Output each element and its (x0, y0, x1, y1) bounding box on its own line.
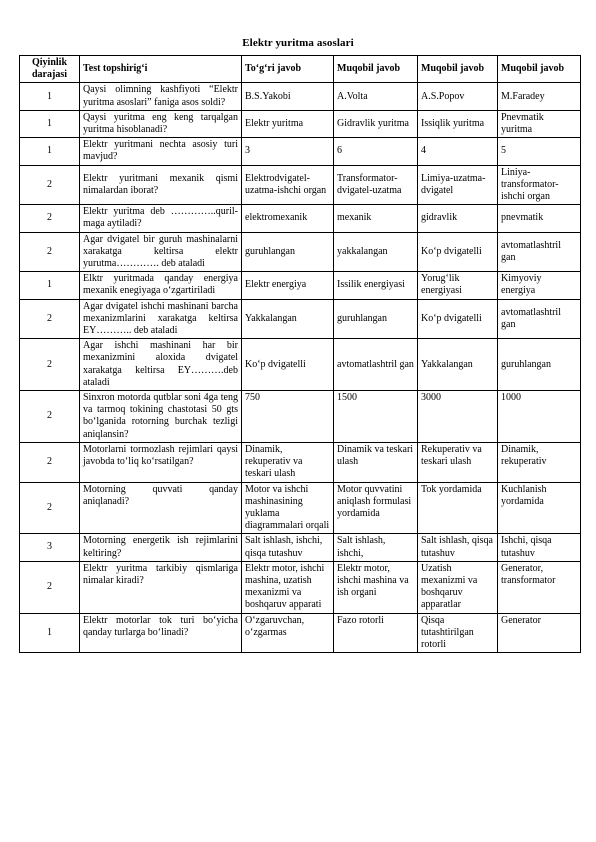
table-row (20, 339, 581, 391)
table-row (20, 232, 581, 272)
alternative-answer-cell: guruhlangan (334, 299, 418, 339)
difficulty-level-cell: 2 (20, 391, 80, 443)
alternative-answer-cell: M.Faradey (498, 83, 581, 110)
correct-answer-cell: Elektr energiya (242, 272, 334, 299)
task-cell: Sinxron motorda qutblar soni 4ga teng va tarmoq tokining chastotasi 50 gts bo‘lganida rotorning burchak tezligi aniqlansin? (80, 391, 242, 443)
table-row (20, 165, 581, 205)
header-correct-answer: To‘g‘ri javob (242, 56, 334, 83)
alternative-answer-cell: avtomatlashtril gan (498, 299, 581, 339)
alternative-answer-cell: Uzatish mexanizmi va boshqaruv apparatlar (418, 561, 498, 613)
alternative-answer-cell: avtomatlashtril gan (498, 232, 581, 272)
alternative-answer-cell: yakkalangan (334, 232, 418, 272)
correct-answer-cell: O‘zgaruvchan, o‘zgarmas (242, 613, 334, 653)
table-row (20, 110, 581, 137)
alternative-answer-cell: Limiya-uzatma-dvigatel (418, 165, 498, 205)
alternative-answer-cell: Yorug‘lik energiyasi (418, 272, 498, 299)
difficulty-level-cell: 1 (20, 272, 80, 299)
alternative-answer-cell: 4 (418, 138, 498, 165)
difficulty-level-cell: 2 (20, 205, 80, 232)
table-row (20, 272, 581, 299)
alternative-answer-cell: Rekuperativ va teskari ulash (418, 442, 498, 482)
alternative-answer-cell: Issiqlik yuritma (418, 110, 498, 137)
alternative-answer-cell: Liniya-transformator-ishchi organ (498, 165, 581, 205)
correct-answer-cell: Elektr motor, ishchi mashina, uzatish mexanizmi va boshqaruv apparati (242, 561, 334, 613)
alternative-answer-cell: guruhlangan (498, 339, 581, 391)
task-cell: Motorning energetik ish rejimlarini keltiring? (80, 534, 242, 561)
table-body (20, 83, 581, 653)
correct-answer-cell: Elektr yuritma (242, 110, 334, 137)
alternative-answer-cell: Kuchlanish yordamida (498, 482, 581, 534)
alternative-answer-cell: Tok yordamida (418, 482, 498, 534)
correct-answer-cell: 750 (242, 391, 334, 443)
task-cell: Qaysi yuritma eng keng tarqalgan yuritma hisoblanadi? (80, 110, 242, 137)
correct-answer-cell: guruhlangan (242, 232, 334, 272)
header-difficulty-level: Qiyinlik darajasi (20, 56, 80, 83)
alternative-answer-cell: Ko‘p dvigatelli (418, 232, 498, 272)
alternative-answer-cell: pnevmatik (498, 205, 581, 232)
alternative-answer-cell: gidravlik (418, 205, 498, 232)
difficulty-level-cell: 2 (20, 165, 80, 205)
task-cell: Elektr motorlar tok turi bo‘yicha qanday turlarga bo‘linadi? (80, 613, 242, 653)
alternative-answer-cell: mexanik (334, 205, 418, 232)
alternative-answer-cell: Transformator-dvigatel-uzatma (334, 165, 418, 205)
task-cell: Elektr yuritma tarkibiy qismlariga nimalar kiradi? (80, 561, 242, 613)
header-alternative-answer-1: Muqobil javob (334, 56, 418, 83)
difficulty-level-cell: 1 (20, 138, 80, 165)
task-cell: Qaysi olimning kashfiyoti “Elektr yuritma asoslari” faniga asos soldi? (80, 83, 242, 110)
difficulty-level-cell: 1 (20, 613, 80, 653)
alternative-answer-cell: Elektr motor, ishchi mashina va ish organi (334, 561, 418, 613)
alternative-answer-cell: Gidravlik yuritma (334, 110, 418, 137)
alternative-answer-cell: 6 (334, 138, 418, 165)
alternative-answer-cell: Kimyoviy energiya (498, 272, 581, 299)
header-alternative-answer-2: Muqobil javob (418, 56, 498, 83)
table-row (20, 561, 581, 613)
header-alternative-answer-3: Muqobil javob (498, 56, 581, 83)
table-row (20, 482, 581, 534)
task-cell: Elektr yuritmani mexanik qismi nimalardan iborat? (80, 165, 242, 205)
alternative-answer-cell: A.S.Popov (418, 83, 498, 110)
difficulty-level-cell: 2 (20, 561, 80, 613)
alternative-answer-cell: Generator, transformator (498, 561, 581, 613)
correct-answer-cell: Motor va ishchi mashinasining yuklama diagrammalari orqali (242, 482, 334, 534)
header-test-task: Test topshirig‘i (80, 56, 242, 83)
correct-answer-cell: Ko‘p dvigatelli (242, 339, 334, 391)
table-row (20, 442, 581, 482)
table-row (20, 534, 581, 561)
table-row (20, 83, 581, 110)
task-cell: Agar dvigatel bir guruh mashinalarni xarakatga keltirsa elektr yurutma…………. deb ataladi (80, 232, 242, 272)
alternative-answer-cell: 1000 (498, 391, 581, 443)
alternative-answer-cell: Salt ishlash, ishchi, (334, 534, 418, 561)
document-title: Elektr yuritma asoslari (242, 37, 354, 49)
difficulty-level-cell: 1 (20, 110, 80, 137)
table-row (20, 391, 581, 443)
task-cell: Motorlarni tormozlash rejimlari qaysi javobda to‘liq ko‘rsatilgan? (80, 442, 242, 482)
table-row (20, 299, 581, 339)
difficulty-level-cell: 2 (20, 482, 80, 534)
task-cell: Agar ishchi mashinani har bir mexanizmini aloxida dvigatel xarakatga keltirsa EY……….deb ataladi (80, 339, 242, 391)
correct-answer-cell: Yakkalangan (242, 299, 334, 339)
alternative-answer-cell: Generator (498, 613, 581, 653)
correct-answer-cell: 3 (242, 138, 334, 165)
correct-answer-cell: Salt ishlash, ishchi, qisqa tutashuv (242, 534, 334, 561)
alternative-answer-cell: 1500 (334, 391, 418, 443)
alternative-answer-cell: Ishchi, qisqa tutashuv (498, 534, 581, 561)
test-table (19, 55, 581, 653)
alternative-answer-cell: avtomatlashtril gan (334, 339, 418, 391)
task-cell: Elektr yuritmani nechta asosiy turi mavjud? (80, 138, 242, 165)
alternative-answer-cell: Qisqa tutashtirilgan rotorli (418, 613, 498, 653)
alternative-answer-cell: Fazo rotorli (334, 613, 418, 653)
table-row (20, 138, 581, 165)
table-row (20, 205, 581, 232)
difficulty-level-cell: 2 (20, 442, 80, 482)
alternative-answer-cell: A.Volta (334, 83, 418, 110)
alternative-answer-cell: 5 (498, 138, 581, 165)
alternative-answer-cell: Motor quvvatini aniqlash formulasi yordamida (334, 482, 418, 534)
correct-answer-cell: B.S.Yakobi (242, 83, 334, 110)
difficulty-level-cell: 2 (20, 299, 80, 339)
alternative-answer-cell: 3000 (418, 391, 498, 443)
alternative-answer-cell: Dinamik, rekuperativ (498, 442, 581, 482)
correct-answer-cell: Elektrodvigatel-uzatma-ishchi organ (242, 165, 334, 205)
difficulty-level-cell: 2 (20, 339, 80, 391)
table-header-row (20, 56, 581, 83)
task-cell: Motorning quvvati qanday aniqlanadi? (80, 482, 242, 534)
task-cell: Elektr yuritma deb …………..qurilmaga aytiladi? (80, 205, 242, 232)
alternative-answer-cell: Dinamik va teskari ulash (334, 442, 418, 482)
alternative-answer-cell: Pnevmatik yuritma (498, 110, 581, 137)
alternative-answer-cell: Issilik energiyasi (334, 272, 418, 299)
task-cell: Agar dvigatel ishchi mashinani barcha mexanizmlarini xarakatga keltirsa EY……….. deb ataladi (80, 299, 242, 339)
alternative-answer-cell: Yakkalangan (418, 339, 498, 391)
alternative-answer-cell: Salt ishlash, qisqa tutashuv (418, 534, 498, 561)
table-row (20, 613, 581, 653)
alternative-answer-cell: Ko‘p dvigatelli (418, 299, 498, 339)
task-cell: Elktr yuritmada qanday energiya mexanik enegiyaga o‘zgartiriladi (80, 272, 242, 299)
difficulty-level-cell: 2 (20, 232, 80, 272)
difficulty-level-cell: 3 (20, 534, 80, 561)
correct-answer-cell: Dinamik, rekuperativ va teskari ulash (242, 442, 334, 482)
difficulty-level-cell: 1 (20, 83, 80, 110)
correct-answer-cell: elektromexanik (242, 205, 334, 232)
